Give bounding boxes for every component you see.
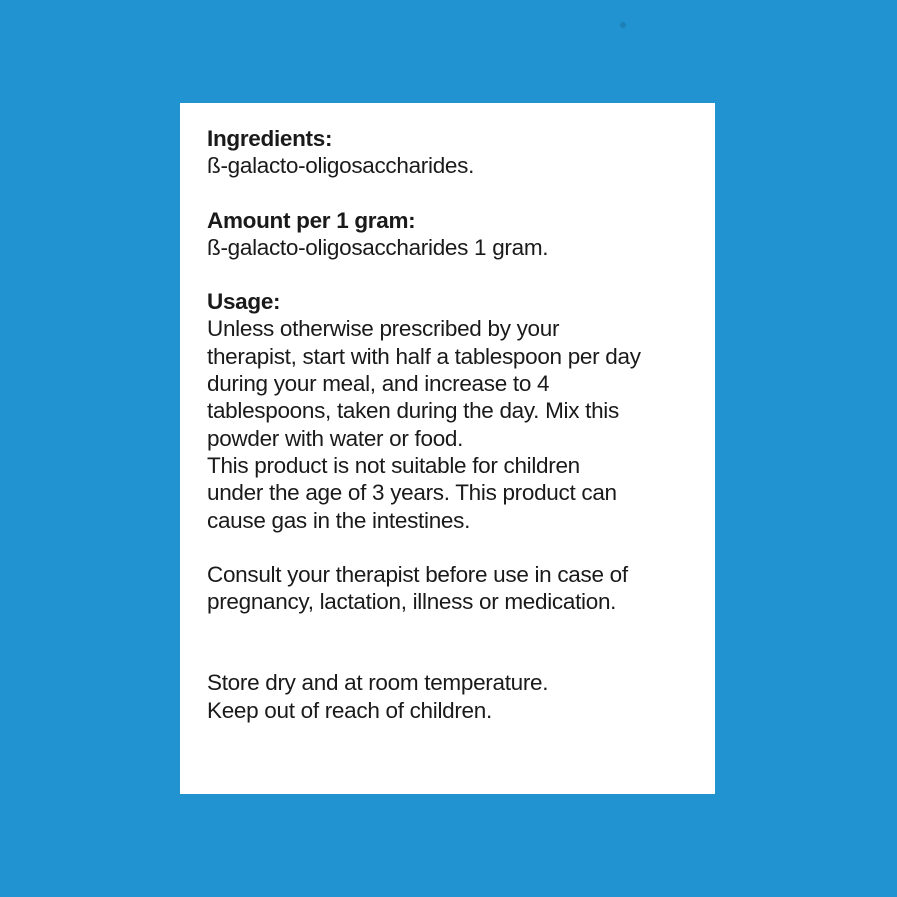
usage-line: cause gas in the intestines. [207,507,471,533]
usage-line: Unless otherwise prescribed by your [207,316,560,342]
product-label-card [180,103,715,794]
storage-section [207,669,705,724]
background-dot [620,22,626,28]
usage-line: tablespoons, taken during the day. Mix this [207,398,619,424]
usage-line: under the age of 3 years. This product can [207,480,617,506]
storage-line: Keep out of reach of children. [207,697,492,723]
ingredients-text: ß-galacto-oligosaccharides. [207,153,475,179]
ingredients-heading: Ingredients: [207,126,333,151]
consult-section [207,561,705,616]
amount-section [207,207,705,262]
usage-line: This product is not suitable for children [207,452,580,478]
usage-line: powder with water or food. [207,425,464,451]
consult-line: Consult your therapist before use in case of [207,561,628,587]
storage-line: Store dry and at room temperature. [207,670,549,696]
ingredients-section [207,125,705,180]
amount-heading: Amount per 1 gram: [207,207,416,233]
usage-line: therapist, start with half a tablespoon per day [207,343,641,369]
usage-heading: Usage: [207,289,281,315]
usage-line: during your meal, and increase to 4 [207,371,550,397]
consult-line: pregnancy, lactation, illness or medication. [207,589,617,615]
usage-section [207,288,705,534]
amount-text: ß-galacto-oligosaccharides 1 gram. [207,234,549,260]
